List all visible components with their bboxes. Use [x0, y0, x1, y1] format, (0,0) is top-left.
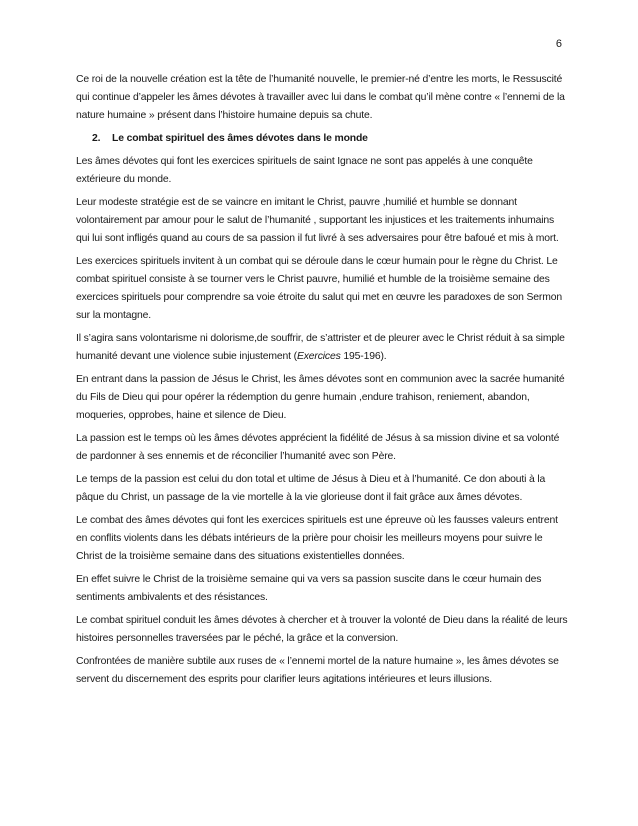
- paragraph-7: Le temps de la passion est celui du don total et ultime de Jésus à Dieu et à l’humanité. Ce don abouti à la pâque du Christ, un passage de la vie mortelle à la vie glorieuse dont il fait grâce aux âmes dévotes.: [76, 474, 546, 503]
- paragraph-11: Confrontées de manière subtile aux ruses de « l’ennemi mortel de la nature humaine », les âmes dévotes se servent du discernement des esprits pour clarifier leurs agitations intérieures et leurs illusions.: [76, 656, 559, 685]
- paragraph-4-reference: 195-196).: [340, 351, 387, 362]
- paragraph-2: Leur modeste stratégie est de se vaincre en imitant le Christ, pauvre ,humilié et humble se donnant volontairement par amour pour le salut de l’humanité , supportant les injustices et les traitements inhumains qui lui sont infligés quand au cours de sa passion il fut livré à ses adversaires pour être bafoué et mis à mort.: [76, 197, 559, 244]
- section-number: 2.: [92, 133, 101, 144]
- paragraph-9: En effet suivre le Christ de la troisième semaine qui va vers sa passion suscite dans le cœur humain des sentiments ambivalents et des résistances.: [76, 574, 542, 603]
- paragraph-1: Les âmes dévotes qui font les exercices spirituels de saint Ignace ne sont pas appelés à une conquête extérieure du monde.: [76, 156, 533, 185]
- paragraph-4: [76, 330, 568, 366]
- paragraph-5: En entrant dans la passion de Jésus le Christ, les âmes dévotes sont en communion avec la sacrée humanité du Fils de Dieu qui pour opérer la rédemption du genre humain ,endure trahison, reniement, abandon, moqueries, opprobes, haine et silence de Dieu.: [76, 374, 565, 421]
- page-number: 6: [555, 38, 562, 50]
- paragraph-4-citation: Exercices: [296, 351, 341, 362]
- paragraph-8: Le combat des âmes dévotes qui font les exercices spirituels est une épreuve où les fausses valeurs entrent en conflits violents dans les débats intérieurs de la prière pour choisir les meilleurs moyens pour suivre le Christ de la troisième semaine dans des situations existentielles données.: [76, 515, 558, 562]
- paragraph-4-text: Il s’agira sans volontarisme ni dolorisme,de souffrir, de s’attrister et de pleurer avec le Christ réduit à sa simple humanité devant une violence subie injustement (: [76, 333, 565, 362]
- section-heading: [76, 130, 568, 148]
- paragraph-6: La passion est le temps où les âmes dévotes apprécient la fidélité de Jésus à sa mission divine et sa volonté de pardonner à ses ennemis et de réconcilier l’humanité avec son Père.: [76, 433, 560, 462]
- paragraph-10: Le combat spirituel conduit les âmes dévotes à chercher et à trouver la volonté de Dieu dans la réalité de leurs histoires personnelles traversées par le péché, la grâce et la conversion.: [76, 615, 568, 644]
- section-title: Le combat spirituel des âmes dévotes dans le monde: [112, 133, 368, 144]
- paragraph-intro: Ce roi de la nouvelle création est la tête de l’humanité nouvelle, le premier-né d’entre les morts, le Ressuscité qui continue d’appeler les âmes dévotes à travailler avec lui dans le combat qu’il mène contre « l’ennemi de la nature humaine » présent dans l’histoire humaine depuis sa chute.: [76, 74, 565, 121]
- page-body: [76, 71, 568, 694]
- paragraph-3: Les exercices spirituels invitent à un combat qui se déroule dans le cœur humain pour le règne du Christ. Le combat spirituel consiste à se tourner vers le Christ pauvre, humilié et humble de la troisième semaine des exercices spirituels pour comprendre sa voie étroite du salut qui met en œuvre les paradoxes de son Sermon sur la montagne.: [76, 256, 562, 321]
